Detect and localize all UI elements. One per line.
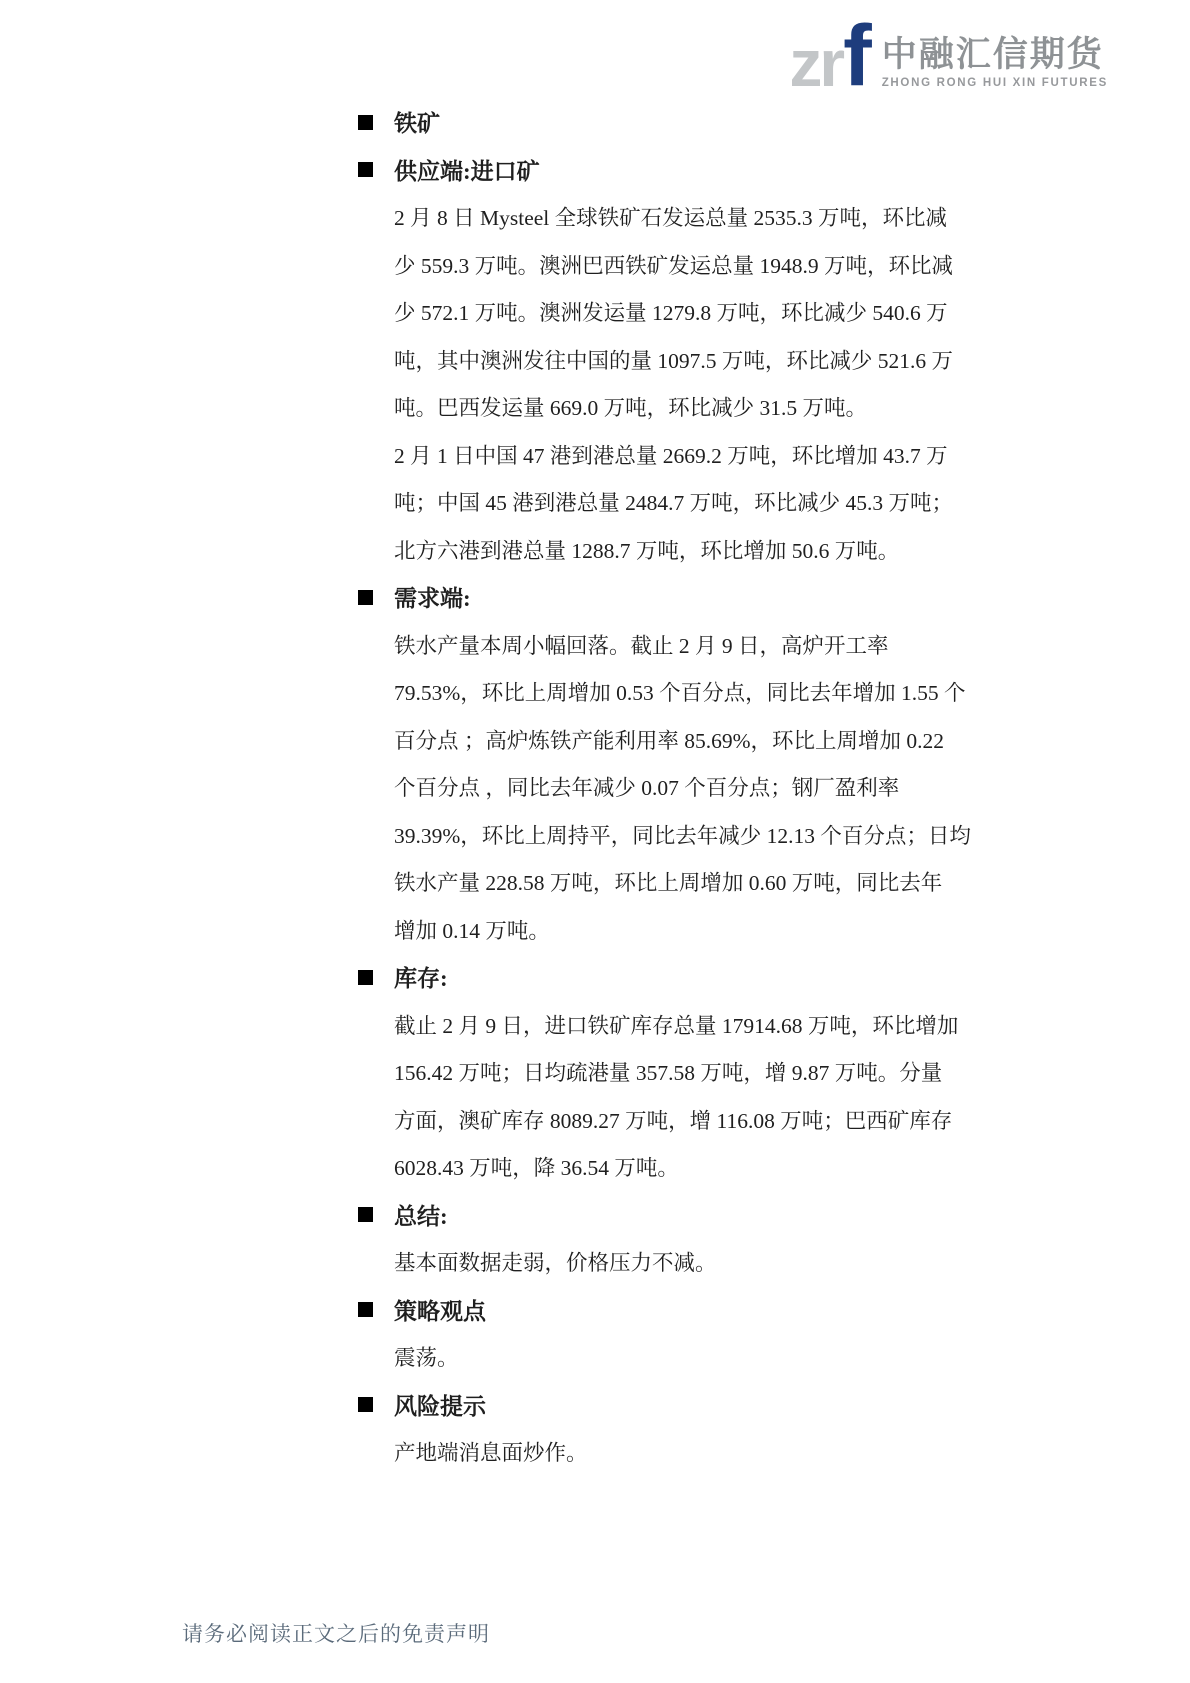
body-line: 个百分点 ，同比去年减少 0.07 个百分点；钢厂盈利率 (394, 776, 900, 801)
disclaimer-footer: 请务必阅读正文之后的免责声明 (182, 1622, 490, 1646)
section-heading-iron-ore (358, 98, 978, 146)
body-line: 北方六港到港总量 1288.7 万吨，环比增加 50.6 万吨。 (394, 538, 900, 563)
bullet-square-icon (358, 115, 373, 130)
body-line: 吨，其中澳洲发往中国的量 1097.5 万吨，环比减少 521.6 万 (394, 348, 954, 373)
body-line: 2 月 1 日中国 47 港到港总量 2669.2 万吨，环比增加 43.7 万 (394, 443, 948, 468)
heading-text: 库存: (394, 966, 448, 992)
section-heading-inventory (358, 953, 978, 1001)
body-line: 吨。巴西发运量 669.0 万吨，环比减少 31.5 万吨。 (394, 396, 868, 421)
body-line: 基本面数据走弱，价格压力不减。 (394, 1251, 717, 1276)
section-heading-risk (358, 1381, 978, 1429)
bullet-square-icon (358, 1302, 373, 1317)
heading-text: 供应端:进口矿 (394, 158, 540, 184)
heading-text: 需求端: (394, 586, 471, 612)
heading-text: 策略观点 (394, 1298, 486, 1324)
heading-text: 风险提示 (394, 1393, 486, 1419)
bullet-square-icon (358, 162, 373, 177)
heading-text: 总结: (394, 1203, 448, 1229)
logo-zr-text: zr (789, 25, 843, 100)
company-logo (789, 8, 1108, 104)
section-heading-summary (358, 1191, 978, 1239)
body-line: 铁水产量本周小幅回落。截止 2 月 9 日，高炉开工率 (394, 633, 889, 658)
body-line: 吨；中国 45 港到港总量 2484.7 万吨，环比减少 45.3 万吨； (394, 491, 954, 516)
body-line: 156.42 万吨；日均疏港量 357.58 万吨，增 9.87 万吨。分量 (394, 1061, 943, 1086)
bullet-square-icon (358, 590, 373, 605)
section-heading-strategy (358, 1286, 978, 1334)
body-line: 2 月 8 日 Mysteel 全球铁矿石发运总量 2535.3 万吨，环比减 (394, 206, 948, 231)
company-name-cn: 中融汇信期货 (881, 35, 1104, 75)
logo-f-text: f (843, 8, 872, 104)
logo-name-block (882, 37, 1108, 89)
report-body (358, 98, 978, 1476)
body-line: 百分点 ；高炉炼铁产能利用率 85.69%，环比上周增加 0.22 (394, 728, 945, 753)
body-line: 少 559.3 万吨。澳洲巴西铁矿发运总量 1948.9 万吨，环比减 (394, 253, 954, 278)
body-line: 少 572.1 万吨。澳洲发运量 1279.8 万吨，环比减少 540.6 万 (394, 301, 948, 326)
body-line: 79.53%，环比上周增加 0.53 个百分点，同比去年增加 1.55 个 (394, 681, 966, 706)
heading-text: 铁矿 (394, 111, 440, 137)
bullet-square-icon (358, 1397, 373, 1412)
body-line: 截止 2 月 9 日，进口铁矿库存总量 17914.68 万吨，环比增加 (394, 1013, 959, 1038)
body-line: 39.39%，环比上周持平，同比去年减少 12.13 个百分点；日均 (394, 823, 971, 848)
body-line: 产地端消息面炒作。 (394, 1441, 588, 1466)
bullet-square-icon (358, 1207, 373, 1222)
bullet-square-icon (358, 970, 373, 985)
body-line: 铁水产量 228.58 万吨，环比上周增加 0.60 万吨，同比去年 (394, 871, 943, 896)
body-line: 增加 0.14 万吨。 (394, 918, 550, 943)
body-line: 方面，澳矿库存 8089.27 万吨，增 116.08 万吨；巴西矿库存 (394, 1108, 953, 1133)
body-line: 震荡。 (394, 1346, 459, 1371)
body-line: 6028.43 万吨，降 36.54 万吨。 (394, 1156, 679, 1181)
section-heading-supply (358, 146, 978, 194)
section-heading-demand (358, 573, 978, 621)
company-name-en: ZHONG RONG HUI XIN FUTURES (881, 77, 1108, 90)
